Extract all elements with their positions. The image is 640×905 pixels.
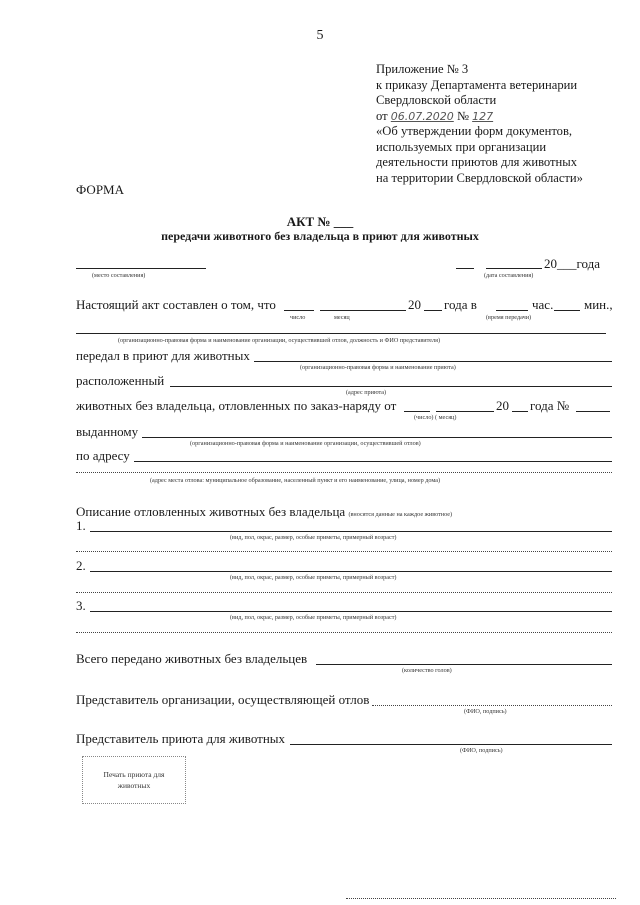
appendix-date-line [376, 109, 583, 125]
item-caption: (вид, пол, окрас, размер, особые приметы, примерный возраст) [230, 614, 397, 621]
act-intro: Настоящий акт составлен о том, что [76, 297, 276, 312]
animal-3-field[interactable] [76, 632, 612, 633]
month-caption: месяц [334, 314, 350, 321]
located-label: расположенный [76, 373, 165, 388]
description-note: (вносятся данные на каждое животное) [348, 511, 453, 518]
capture-place-caption: (адрес места отлова: муниципальное образование, населенный пункт и его наименование, улица, номер дома) [150, 477, 441, 484]
year-no-label: года № [530, 398, 570, 413]
rep-shelter-caption: (ФИО, подпись) [460, 747, 503, 754]
appendix-line: деятельности приютов для животных [376, 155, 578, 169]
rep-capture-caption: (ФИО, подпись) [464, 708, 507, 715]
seal-text: Печать приюта для животных [103, 770, 165, 790]
transfer-label: передал в приют для животных [76, 348, 250, 363]
total-label: Всего передано животных без владельцев [76, 651, 308, 666]
year-suffix: года в [444, 297, 477, 312]
animal-2-field[interactable] [76, 592, 612, 593]
animal-2-field[interactable] [90, 571, 612, 572]
item-number: 3. [76, 598, 86, 613]
minutes-field[interactable] [554, 310, 580, 311]
org-caption: (организационно-правовая форма и наименование организации, осуществившей отлов, должность и ФИО представителя) [118, 337, 441, 344]
appendix-line: на территории Свердловской области» [376, 170, 583, 185]
description-heading-text: Описание отловленных животных без владельца [76, 504, 346, 519]
handwritten-date: 06.07.2020 [390, 109, 454, 123]
minutes-label: мин., [584, 297, 613, 312]
rep-capture-field[interactable] [372, 705, 612, 706]
animal-1-field[interactable] [76, 551, 612, 552]
description-heading [76, 504, 452, 520]
capture-address-field[interactable] [76, 472, 612, 473]
hours-field[interactable] [496, 310, 528, 311]
animal-1-field[interactable] [90, 531, 612, 532]
rep-shelter-field[interactable] [290, 744, 612, 745]
hours-label: час. [532, 297, 554, 312]
month-field[interactable] [320, 310, 406, 311]
address-caption: (адрес приюта) [346, 389, 387, 396]
by-address-label: по адресу [76, 448, 130, 463]
issued-label: выданному [76, 424, 139, 439]
order-number-field[interactable] [576, 411, 610, 412]
page-number: 5 [316, 28, 324, 43]
appendix-line: Приложение № 3 [376, 62, 469, 76]
org-field[interactable] [76, 333, 606, 334]
act-subtitle: передачи животного без владельца в приют для животных [161, 229, 479, 243]
address-field[interactable] [170, 386, 612, 387]
rep-shelter-label: Представитель приюта для животных [76, 731, 286, 746]
appendix-line: Свердловской области [376, 93, 497, 107]
issued-caption: (организационно-правовая форма и наименование организации, осуществившей отлов) [190, 440, 421, 447]
total-field[interactable] [316, 664, 612, 665]
place-field[interactable] [76, 268, 206, 269]
item-number: 2. [76, 558, 86, 573]
capture-address-field[interactable] [134, 461, 612, 462]
handwritten-number: 127 [472, 109, 494, 123]
year-field[interactable] [424, 310, 442, 311]
month-field[interactable] [436, 411, 494, 412]
form-label: ФОРМА [76, 182, 124, 197]
year-prefix: 20 [496, 398, 509, 413]
date-caption: (дата составления) [484, 272, 534, 279]
date-caption: (число) ( месяц) [414, 414, 457, 421]
item-caption: (вид, пол, окрас, размер, особые приметы, примерный возраст) [230, 534, 397, 541]
act-title: АКТ № ___ [286, 214, 354, 229]
appendix-line: «Об утверждении форм документов, [376, 124, 573, 138]
year-field[interactable] [512, 411, 528, 412]
appendix-line: используемых при организации [376, 139, 547, 154]
shelter-field[interactable] [254, 361, 612, 362]
date-prefix: от [376, 108, 388, 123]
day-field[interactable] [284, 310, 314, 311]
item-caption: (вид, пол, окрас, размер, особые приметы, примерный возраст) [230, 574, 397, 581]
bottom-divider [346, 898, 616, 899]
number-prefix: № [456, 108, 469, 123]
year-prefix: 20 [408, 297, 421, 312]
month-field[interactable] [486, 268, 542, 269]
total-caption: (количество голов) [402, 667, 452, 674]
day-field[interactable] [404, 411, 430, 412]
seal-box [82, 756, 186, 804]
appendix-line: к приказу Департамента ветеринарии [376, 77, 578, 92]
item-number: 1. [76, 518, 86, 533]
time-caption: (время передачи) [486, 314, 532, 321]
rep-capture-label: Представитель организации, осуществляющей отлов [76, 692, 370, 707]
place-caption: (место составления) [92, 272, 146, 279]
animals-caught-label: животных без владельца, отловленных по заказ-наряду от [76, 398, 397, 413]
year-text: 20___года [544, 256, 601, 271]
animal-3-field[interactable] [90, 611, 612, 612]
appendix-block [376, 62, 583, 186]
day-caption: число [290, 314, 306, 321]
shelter-caption: (организационно-правовая форма и наименование приюта) [300, 364, 456, 371]
day-field[interactable] [456, 268, 474, 269]
issued-field[interactable] [142, 437, 612, 438]
